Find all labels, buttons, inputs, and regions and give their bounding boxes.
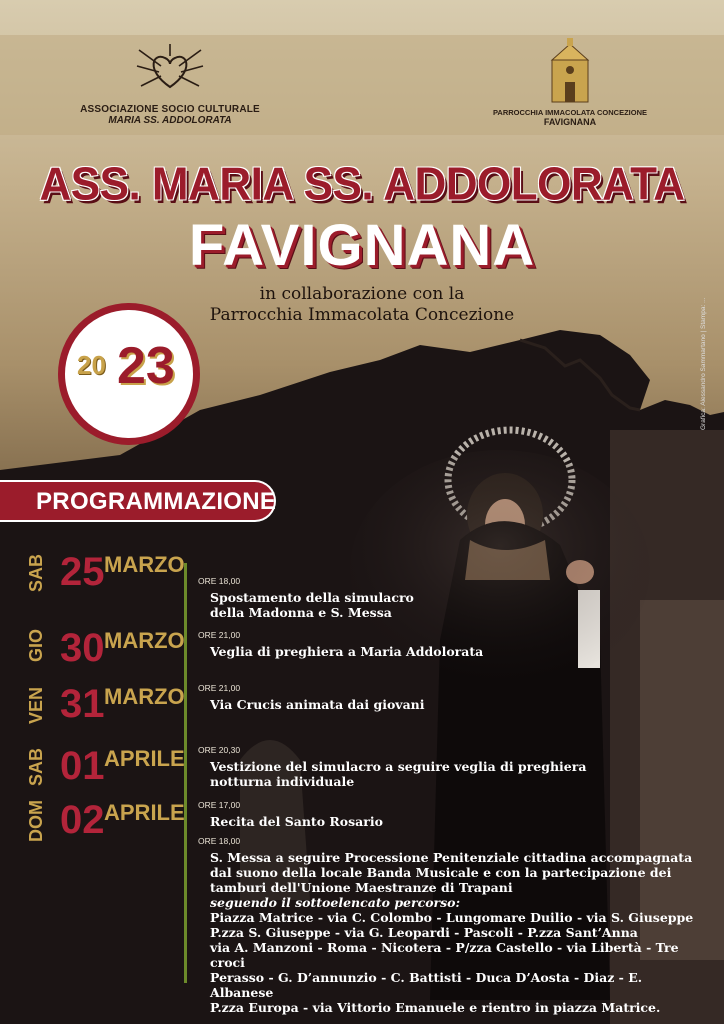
event-time: ORE 21,00	[198, 683, 241, 693]
date-month: MARZO	[104, 628, 185, 653]
event-line: Veglia di preghiera a Maria Addolorata	[210, 644, 484, 659]
event-description	[198, 759, 648, 789]
date-label	[0, 742, 185, 790]
year-digits: 23	[117, 337, 175, 395]
date-month: MARZO	[104, 684, 185, 709]
date-day: 01	[60, 744, 105, 788]
sacred-heart-swords-icon	[135, 42, 205, 100]
credits-text: Grafica: Alessandro Sammartano | Stampa: ...	[700, 297, 707, 430]
event-time: ORE 21,00	[198, 630, 241, 640]
event-line: notturna individuale	[210, 774, 355, 789]
route-line: Piazza Matrice - via C. Colombo - Lungomare Duilio - via S. Giuseppe	[210, 910, 694, 925]
parish-name-line1: PARROCCHIA IMMACOLATA CONCEZIONE	[492, 108, 648, 117]
date-weekday: GIO	[26, 628, 46, 662]
programmazione-banner	[0, 480, 276, 522]
association-name-line1: ASSOCIAZIONE SOCIO CULTURALE	[80, 104, 260, 115]
collaboration-line1: in collaborazione con la	[259, 284, 465, 304]
event-entry	[198, 576, 648, 620]
event-description	[198, 850, 698, 1015]
collaboration-line2: Parrocchia Immacolata Concezione	[209, 305, 515, 325]
event-description	[198, 814, 648, 829]
date-weekday: VEN	[26, 686, 46, 724]
main-title: ASS. MARIA SS. ADDOLORATA	[39, 158, 685, 211]
association-name-line2: MARIA SS. ADDOLORATA	[108, 115, 232, 126]
date-weekday: SAB	[26, 553, 46, 592]
event-entry	[198, 683, 648, 712]
date-day: 02	[60, 798, 105, 842]
route-line: Perasso - G. D’annunzio - C. Battisti - Duca D’Aosta - Diaz - E. Albanese	[210, 970, 643, 1000]
route-line: P.zza Europa - via Vittorio Emanuele e rientro in piazza Matrice.	[210, 1000, 661, 1015]
date-weekday: DOM	[26, 800, 46, 842]
event-description	[198, 590, 648, 620]
event-entry	[198, 745, 648, 789]
event-entry	[198, 630, 648, 659]
date-month: APRILE	[104, 800, 185, 825]
event-line: dal suono della locale Banda Musicale e con la partecipazione dei	[210, 865, 672, 880]
date-label	[0, 796, 185, 844]
year-badge	[58, 303, 200, 445]
town-title: FAVIGNANA	[188, 213, 536, 278]
date-label	[0, 548, 185, 596]
event-time: ORE 20,30	[198, 745, 241, 755]
year-century: 20	[77, 350, 106, 380]
programmazione-label: PROGRAMMAZIONE	[36, 488, 277, 515]
event-line: Recita del Santo Rosario	[210, 814, 383, 829]
event-entry	[198, 800, 648, 829]
church-icon	[548, 38, 592, 104]
event-line: Vestizione del simulacro a seguire veglia di preghiera	[210, 759, 587, 774]
date-day: 31	[60, 682, 105, 726]
date-weekday: SAB	[26, 747, 46, 786]
date-day: 30	[60, 626, 105, 670]
event-description	[198, 644, 648, 659]
event-line: S. Messa a seguire Processione Penitenziale cittadina accompagnata	[210, 850, 693, 865]
event-description	[198, 697, 648, 712]
date-label	[0, 624, 185, 672]
date-label	[0, 680, 185, 728]
event-entry	[198, 836, 698, 1015]
route-line: P.zza S. Giuseppe - via G. Leopardi - Pascoli - P.zza Sant’Anna	[210, 925, 638, 940]
route-line: via A. Manzoni - Roma - Nicotera - P/zza Castello - via Libertà - Tre croci	[210, 940, 679, 970]
event-time: ORE 17,00	[198, 800, 241, 810]
event-line: tamburi dell'Unione Maestranze di Trapani	[210, 880, 513, 895]
event-time: ORE 18,00	[198, 576, 241, 586]
date-month: MARZO	[104, 552, 185, 577]
event-line: Spostamento della simulacro	[210, 590, 414, 605]
association-logo-block	[80, 42, 260, 126]
date-month: APRILE	[104, 746, 185, 771]
parish-name-line2: FAVIGNANA	[543, 117, 597, 127]
parish-logo-block	[490, 38, 650, 127]
date-day: 25	[60, 550, 105, 594]
event-line: della Madonna e S. Messa	[210, 605, 392, 620]
event-line: Via Crucis animata dai giovani	[210, 697, 425, 712]
route-intro: seguendo il sottoelencato percorso:	[210, 895, 461, 910]
event-time: ORE 18,00	[198, 836, 241, 846]
